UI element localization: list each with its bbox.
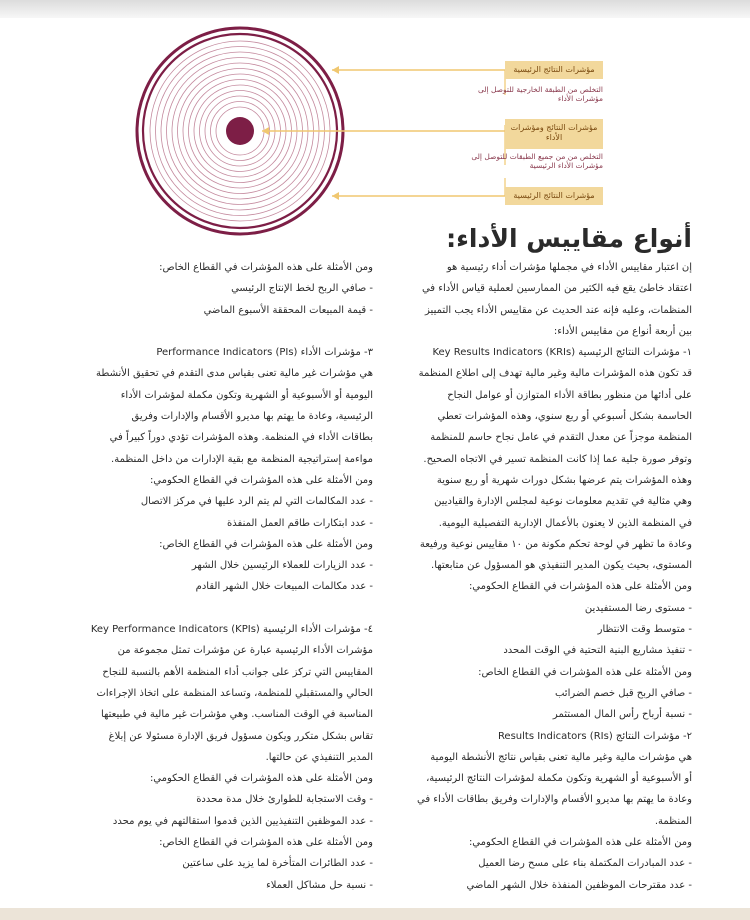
note-outer-layer: التخلص من الطبقة الخارجية للتوصل إلى مؤشرات الأداء bbox=[477, 85, 603, 103]
paragraph-line: ٢- مؤشرات النتائج (Results Indicators (RIs bbox=[497, 730, 692, 742]
paragraph-line: المناسبة في الوقت المناسب. وهي مؤشرات غير مالية في طبيعتها bbox=[100, 709, 373, 721]
concentric-layers-diagram bbox=[0, 0, 750, 250]
paragraph-line: - عدد ابتكارات طاقم العمل المنفذة bbox=[227, 517, 373, 529]
paragraph-line: - عدد مقترحات الموظفين المنفذة خلال الشهر الماضي bbox=[466, 879, 692, 891]
paragraph-line: إن اعتبار مقاييس الأداء في مجملها مؤشرات أداء رئيسية هو bbox=[446, 262, 692, 273]
paragraph-line: وهي مثالية في تقديم معلومات نوعية لمجلس الإدارة والقياديين bbox=[434, 496, 692, 508]
paragraph-line: ومن الأمثلة على هذه المؤشرات في القطاع الخاص: bbox=[159, 837, 373, 849]
paragraph-line: وعادة ما يهتم بها مديرو الأقسام والإدارات وفريق بطاقات الأداء في bbox=[416, 794, 692, 806]
paragraph-line: في المنظمة الذين لا يعنون بالأعمال الإدارية التفصيلية اليومية. bbox=[438, 517, 692, 529]
paragraph-line: - صافي الربح قبل خصم الضرائب bbox=[554, 687, 692, 699]
paragraph-line: - وقت الاستجابة للطوارئ خلال مدة محددة bbox=[196, 794, 373, 806]
paragraph-line: ومن الأمثلة على هذه المؤشرات في القطاع الحكومي: bbox=[468, 581, 692, 593]
paragraph-line: وتوفر صورة جلية عما إذا كانت المنظمة تسير في الاتجاه الصحيح. bbox=[423, 453, 692, 465]
paragraph-line: ومن الأمثلة على هذه المؤشرات في القطاع الحكومي: bbox=[149, 474, 373, 486]
paragraph-line: المستوى، بحيث يكون المدير التنفيذي هو المسؤول عن متابعتها. bbox=[431, 560, 692, 572]
paragraph-line: ٣- مؤشرات الأداء (Performance Indicators (PIs bbox=[156, 347, 373, 359]
paragraph-line: اليومية أو الأسبوعية أو الشهرية وتكون مكملة لمؤشرات الأداء bbox=[120, 389, 373, 401]
paragraph-line: المنظمات، وعليه فإنه عند الحديث عن مقاييس الأداء يجب التمييز bbox=[425, 304, 692, 316]
paragraph-line: - صافي الربح لخط الإنتاج الرئيسي bbox=[231, 283, 373, 295]
paragraph-line: - عدد مكالمات المبيعات خلال الشهر القادم bbox=[195, 581, 373, 593]
arrow-head bbox=[332, 66, 339, 74]
paragraph-line: ومن الأمثلة على هذه المؤشرات في القطاع الخاص: bbox=[159, 538, 373, 550]
paragraph-line: - نسبة أرباح رأس المال المستثمر bbox=[552, 709, 692, 721]
arrow-head bbox=[262, 127, 269, 135]
paragraph-line: الرئيسية، وعادة ما يهتم بها مديرو الأقسام والإدارات وفريق bbox=[131, 411, 373, 423]
article-title: أنواع مقاييس الأداء: bbox=[446, 224, 692, 253]
paragraph-line: هي مؤشرات مالية وغير مالية تعنى بقياس نتائج الأنشطة اليومية bbox=[430, 751, 692, 763]
label-main-results-top: مؤشرات النتائج الرئيسية bbox=[505, 61, 603, 79]
label-main-results-bottom: مؤشرات النتائج الرئيسية bbox=[505, 187, 603, 205]
paragraph-line: مؤشرات الأداء الرئيسية عبارة عن مؤشرات تمثل مجموعة من bbox=[117, 645, 373, 657]
paragraph-line: ومن الأمثلة على هذه المؤشرات في القطاع الحكومي: bbox=[149, 773, 373, 785]
paragraph-line: - عدد الطائرات المتأخرة لما يزيد على ساعتين bbox=[182, 858, 373, 870]
paragraph-line: ٤- مؤشرات الأداء الرئيسية (Key Performance Indicators (KPIs bbox=[90, 624, 373, 636]
note-all-layers: التخلص من من جميع الطبقات للتوصل إلى مؤشرات الأداء الرئيسية bbox=[471, 152, 603, 170]
page-bottom-edge bbox=[0, 908, 750, 920]
paragraph-line: أو الأسبوعية أو الشهرية وتكون مكملة لمؤشرات النتائج الرئيسية، bbox=[426, 773, 692, 785]
paragraph-line: هي مؤشرات غير مالية تعنى بقياس مدى التقدم في تحقيق الأنشطة bbox=[96, 368, 373, 380]
paragraph-line: المنظمة. bbox=[654, 815, 692, 827]
paragraph-line: الحالي والمستقبلي للمنظمة، وتساعد المنظمة على اتخاذ الإجراءات bbox=[96, 687, 373, 699]
paragraph-line: - عدد المبادرات المكتملة بناء على مسح رضا العميل bbox=[478, 858, 692, 870]
label-results-and-performance: مؤشرات النتائج ومؤشرات الأداء bbox=[505, 119, 603, 149]
paragraph-line: المقاييس التي تركز على جوانب أداء المنظمة الأهم بالنسبة للنجاح bbox=[102, 666, 373, 678]
paragraph-line: - متوسط وقت الانتظار bbox=[597, 624, 692, 636]
paragraph-line: على أدائها من منظور بطاقة الأداء المتوازن أو عوامل النجاح bbox=[447, 389, 692, 401]
paragraph-line: ومن الأمثلة على هذه المؤشرات في القطاع الخاص: bbox=[159, 262, 373, 273]
paragraph-line: المنظمة موجزاً عن معدل التقدم في عامل نجاح حاسم للمنظمة bbox=[430, 432, 692, 444]
paragraph-line: وعادة ما تظهر في لوحة تحكم مكونة من ١٠ مقاييس نوعية ورفيعة bbox=[419, 538, 692, 550]
paragraph-line: بين أربعة أنواع من مقاييس الأداء: bbox=[553, 325, 692, 337]
paragraph-line: - نسبة حل مشاكل العملاء bbox=[266, 879, 373, 891]
left-text-column bbox=[68, 257, 373, 896]
paragraph-line: - تنفيذ مشاريع البنية التحتية في الوقت المحدد bbox=[503, 645, 692, 657]
paragraph-line: ومن الأمثلة على هذه المؤشرات في القطاع الحكومي: bbox=[468, 837, 692, 849]
paragraph-line: - عدد المكالمات التي لم يتم الرد عليها في مركز الاتصال bbox=[140, 496, 373, 508]
paragraph-line bbox=[68, 321, 373, 342]
paragraph-line: قد تكون هذه المؤشرات مالية وغير مالية تهدف إلى اطلاع المنظمة bbox=[418, 368, 692, 380]
paragraph-line: - قيمة المبيعات المحققة الأسبوع الماضي bbox=[203, 304, 373, 316]
paragraph-line: بطاقات الأداء في المنظمة. وهذه المؤشرات تؤدي دوراً كبيراً في bbox=[109, 432, 373, 444]
paragraph-line: الحاسمة بشكل أسبوعي أو ربع سنوي، وهذه المؤشرات تعطي bbox=[437, 411, 692, 423]
paragraph-line: - عدد الزيارات للعملاء الرئيسين خلال الشهر bbox=[191, 560, 373, 572]
paragraph-line: المدير التنفيذي عن حالتها. bbox=[265, 751, 373, 763]
paragraph-line: اعتقاد خاطئ يقع فيه الكثير من الممارسين لعملية قياس الأداء في bbox=[421, 283, 692, 295]
core-circle bbox=[226, 117, 254, 145]
paragraph-line: تقاس بشكل متكرر ويكون مسؤول فريق الإدارة مسئولا عن إبلاغ bbox=[108, 730, 373, 742]
paragraph-line: ١- مؤشرات النتائج الرئيسية (Key Results Indicators (KRIs bbox=[432, 347, 692, 359]
paragraph-line: - مستوى رضا المستفيدين bbox=[584, 602, 692, 614]
arrow-head bbox=[332, 192, 339, 200]
paragraph-line: - عدد الموظفين التنفيذيين الذين قدموا استقالتهم في يوم محدد bbox=[112, 815, 373, 827]
paragraph-line: ومن الأمثلة على هذه المؤشرات في القطاع الخاص: bbox=[478, 666, 692, 678]
right-text-column bbox=[384, 257, 692, 896]
paragraph-line: مواءمة إستراتيجية المنظمة مع بقية الإدارات من داخل المنظمة. bbox=[111, 453, 373, 465]
paragraph-line: وهذه المؤشرات يتم عرضها بشكل دورات شهرية أو ربع سنوية bbox=[436, 474, 692, 486]
paragraph-line bbox=[68, 598, 373, 619]
